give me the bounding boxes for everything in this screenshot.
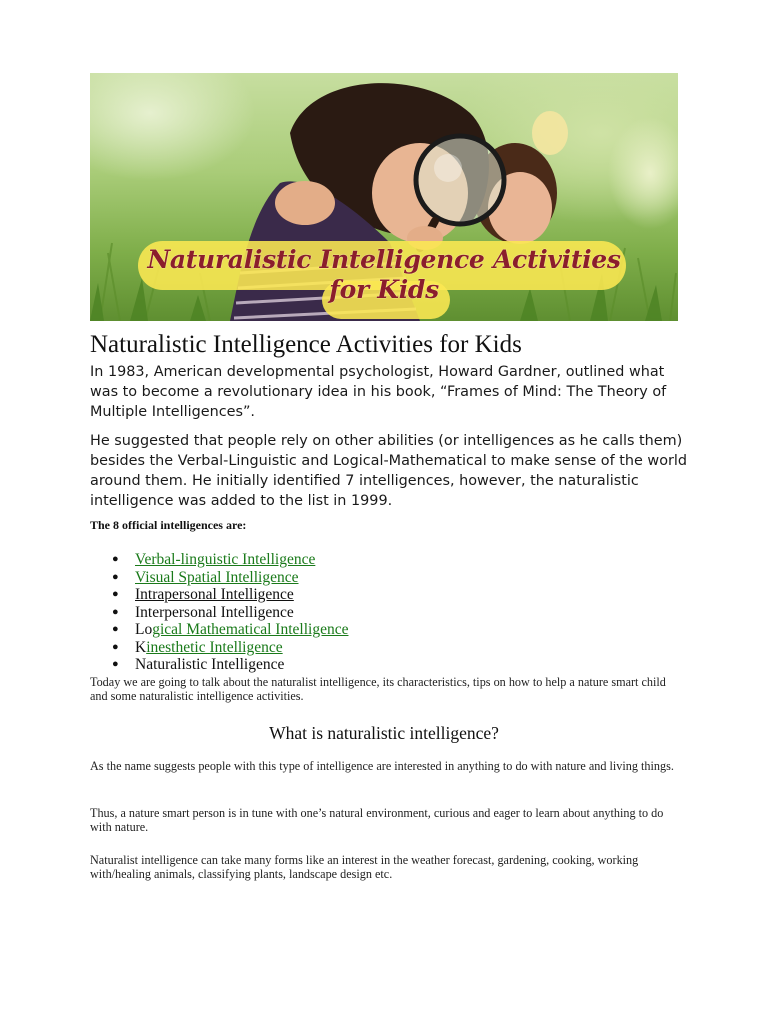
- bullet-icon: ●: [112, 605, 119, 618]
- document-title: Naturalistic Intelligence Activities for Kids: [90, 331, 522, 358]
- hero-title-line1: Naturalistic Intelligence Activities: [147, 245, 621, 274]
- intelligence-label: Interpersonal Intelligence: [135, 603, 294, 621]
- bullet-icon: ●: [112, 623, 119, 635]
- intelligence-prefix: K: [135, 638, 147, 656]
- intelligence-label: Naturalistic Intelligence: [135, 656, 285, 673]
- hero-title: [130, 245, 638, 305]
- intelligence-prefix: Lo: [135, 621, 153, 638]
- intelligence-link[interactable]: Visual Spatial Intelligence: [135, 568, 299, 586]
- hero-title-line2: for Kids: [329, 275, 439, 304]
- list-item: [90, 656, 348, 674]
- intelligence-link[interactable]: Intrapersonal Intelligence: [135, 586, 294, 603]
- bullet-icon: ●: [112, 588, 119, 600]
- body-paragraph: Naturalist intelligence can take many forms like an interest in the weather forecast, gardening, cooking, working with/healing animals, classifying plants, landscape design etc.: [90, 853, 639, 881]
- intelligences-list: [90, 551, 348, 674]
- intelligence-link[interactable]: inesthetic Intelligence: [146, 638, 283, 656]
- bullet-icon: ●: [112, 640, 119, 653]
- list-item[interactable]: [90, 551, 348, 569]
- hero-image: [90, 73, 678, 321]
- list-item[interactable]: [90, 586, 348, 604]
- list-item[interactable]: [90, 639, 348, 657]
- bullet-icon: ●: [112, 658, 119, 670]
- body-paragraph: As the name suggests people with this type of intelligence are interested in anything to do with nature and living things.: [90, 759, 674, 773]
- intro-paragraph: He suggested that people rely on other abilities (or intelligences as he calls them) besides the Verbal-Linguistic and Logical-Mathematical to make sense of the world around them. He initially identified 7 intelligences, however, the naturalistic intelligence was added to the list in 1999.: [90, 433, 688, 509]
- list-item: [90, 604, 348, 622]
- body-paragraph: Today we are going to talk about the naturalist intelligence, its characteristics, tips on how to help a nature smart child and some naturalistic intelligence activities.: [90, 675, 666, 703]
- intelligence-link[interactable]: gical Mathematical Intelligence: [152, 621, 349, 638]
- bullet-icon: ●: [112, 553, 119, 565]
- list-item[interactable]: [90, 621, 348, 639]
- intelligence-link[interactable]: Verbal-linguistic Intelligence: [135, 551, 316, 568]
- list-item[interactable]: [90, 569, 348, 587]
- section-heading: What is naturalistic intelligence?: [269, 723, 499, 743]
- bullet-icon: ●: [112, 570, 119, 583]
- body-paragraph: Thus, a nature smart person is in tune with one’s natural environment, curious and eager to learn about anything to do with nature.: [90, 806, 664, 834]
- list-heading: The 8 official intelligences are:: [90, 518, 247, 532]
- intro-paragraph: In 1983, American developmental psychologist, Howard Gardner, outlined what was to become a revolutionary idea in his book, “Frames of Mind: The Theory of Multiple Intelligences”.: [90, 364, 667, 420]
